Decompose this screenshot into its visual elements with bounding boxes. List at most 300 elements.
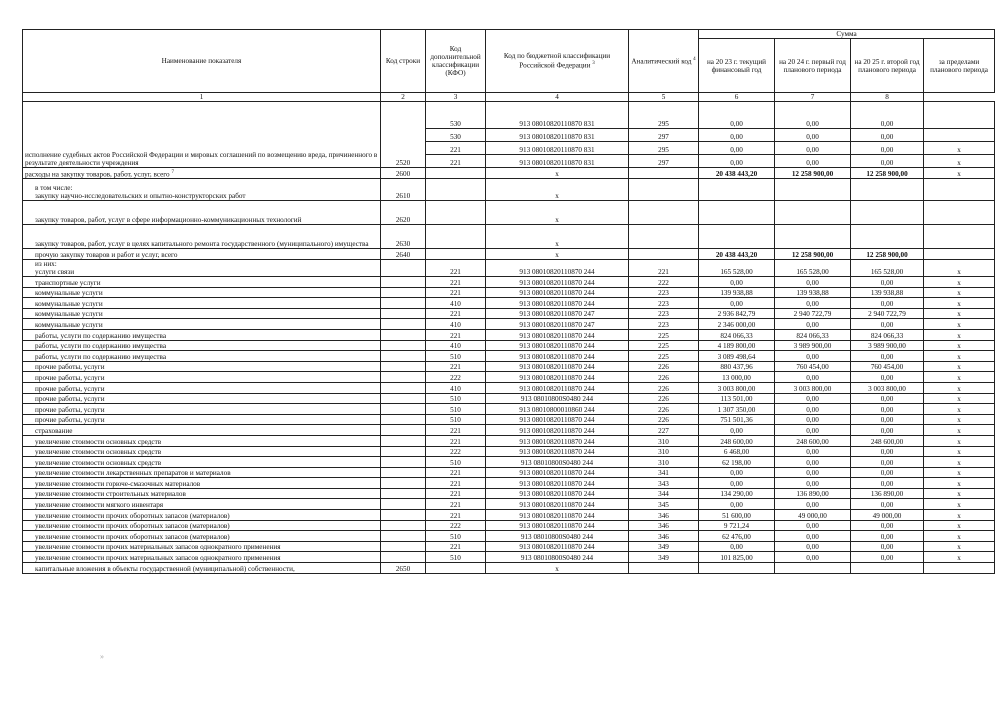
cell-kfo: 410 (426, 298, 486, 309)
cell-empty (775, 179, 851, 201)
cell-kfo: 221 (426, 510, 486, 521)
cell-kfo: 221 (426, 277, 486, 288)
cell-sum-4: x (924, 404, 995, 415)
cell-sum-2: 2 940 722,79 (775, 308, 851, 319)
row-name-purchase (23, 168, 381, 179)
cell-kfo (426, 563, 486, 574)
row-code-item (381, 287, 426, 298)
cell-sum-1: 62 198,00 (699, 457, 775, 468)
table-row (23, 287, 995, 298)
cell-kbk: 913 08010820110870 244 (486, 435, 629, 446)
cell-sum-3: 0,00 (851, 404, 924, 415)
cell-sum-3: 0,00 (851, 446, 924, 457)
cell-sum-4: x (924, 329, 995, 340)
cell-empty (924, 179, 995, 201)
table-row (23, 319, 995, 330)
cell-sum-2: 0,00 (775, 457, 851, 468)
cell-analytic: 346 (629, 531, 699, 542)
cell-empty (851, 225, 924, 249)
cell-kfo: 222 (426, 520, 486, 531)
cell-sum-3: 0,00 (851, 298, 924, 309)
cell-sum-3: 136 890,00 (851, 488, 924, 499)
cell-sum-3: 49 000,00 (851, 510, 924, 521)
table-row (23, 340, 995, 351)
cell-sum-4: x (924, 393, 995, 404)
row-name-court: исполнение судебных актов Российской Федерации и мировых соглашений по возмещению вреда, причиненного в результате деятельности учреждения (23, 102, 381, 168)
header-beyond: за пределами планового периода (924, 39, 995, 93)
cell-sum-2: 0,00 (775, 351, 851, 362)
cell-sum-2: 0,00 (775, 129, 851, 142)
cell-sum-4: x (924, 361, 995, 372)
cell-sum-4: x (924, 155, 995, 168)
header-analytic-sup: 4 (693, 57, 696, 63)
col-num-7: 7 (775, 93, 851, 102)
table-row (23, 179, 995, 201)
row-code-item (381, 319, 426, 330)
cell-empty (851, 201, 924, 225)
cell-sum-3: 824 066,33 (851, 329, 924, 340)
cell-sum-1: 751 501,36 (699, 414, 775, 425)
cell-analytic: 221 (629, 260, 699, 277)
cell-analytic: 226 (629, 414, 699, 425)
cell-sum-1: 20 438 443,20 (699, 249, 775, 260)
cell-kbk: 913 08010820110870 244 (486, 287, 629, 298)
col-num-4: 4 (486, 93, 629, 102)
cell-sum-4: x (924, 446, 995, 457)
cell-analytic: 223 (629, 319, 699, 330)
cell-kbk: 913 08010800S0480 244 (486, 393, 629, 404)
row-name-item: прочие работы, услуги (23, 414, 381, 425)
expenses-table (22, 29, 995, 574)
cell-sum-1: 13 000,00 (699, 372, 775, 383)
table-row (23, 499, 995, 510)
cell-kbk: x (486, 179, 629, 201)
row-code-item (381, 478, 426, 489)
cell-sum-3: 0,00 (851, 478, 924, 489)
cell-empty (851, 179, 924, 201)
cell-kfo: 221 (426, 435, 486, 446)
cell-sum-1: 9 721,24 (699, 520, 775, 531)
cell-analytic: 310 (629, 435, 699, 446)
cell-analytic: 226 (629, 372, 699, 383)
row-code-item (381, 277, 426, 288)
col-num-1: 1 (23, 93, 381, 102)
cell-kbk: 913 08010820110870 831 (486, 102, 629, 129)
cell-empty (629, 179, 699, 201)
cell-empty (851, 563, 924, 574)
cell-analytic: 346 (629, 510, 699, 521)
cell-sum-2: 49 000,00 (775, 510, 851, 521)
cell-kfo: 510 (426, 414, 486, 425)
row-name-item: работы, услуги по содержанию имущества (23, 340, 381, 351)
row-code-item (381, 531, 426, 542)
cell-sum-2: 3 003 800,00 (775, 382, 851, 393)
table-row (23, 435, 995, 446)
cell-analytic (629, 168, 699, 179)
cell-empty (629, 201, 699, 225)
cell-sum-3: 0,00 (851, 277, 924, 288)
cell-sum-3: 0,00 (851, 155, 924, 168)
table-row (23, 361, 995, 372)
col-num-5: 5 (629, 93, 699, 102)
row-code-item (381, 467, 426, 478)
cell-empty (775, 563, 851, 574)
row-name-item: увеличение стоимости мягкого инвентаря (23, 499, 381, 510)
cell-analytic: 225 (629, 351, 699, 362)
row-code-item (381, 488, 426, 499)
cell-analytic: 343 (629, 478, 699, 489)
cell-analytic: 223 (629, 287, 699, 298)
row-code-item (381, 340, 426, 351)
row-name-item: прочие работы, услуги (23, 361, 381, 372)
cell-analytic: 349 (629, 552, 699, 563)
cell-analytic: 295 (629, 102, 699, 129)
row-code-item (381, 329, 426, 340)
cell-kbk: 913 08010820110870 244 (486, 510, 629, 521)
cell-sum-2: 0,00 (775, 499, 851, 510)
row-code-item (381, 308, 426, 319)
cell-kbk: 913 08010820110870 244 (486, 260, 629, 277)
cell-sum-2: 3 989 900,00 (775, 340, 851, 351)
table-row (23, 563, 995, 574)
table-row (23, 488, 995, 499)
cell-sum-3: 0,00 (851, 129, 924, 142)
cell-kfo: 410 (426, 319, 486, 330)
cell-sum-1: 880 437,96 (699, 361, 775, 372)
row-code-capital: 2630 (381, 225, 426, 249)
cell-sum-3: 0,00 (851, 552, 924, 563)
row-name-item: коммунальные услуги (23, 287, 381, 298)
cell-kfo: 221 (426, 361, 486, 372)
cell-sum-1: 0,00 (699, 102, 775, 129)
cell-kfo: 221 (426, 478, 486, 489)
cell-kbk: 913 08010800S0480 244 (486, 457, 629, 468)
table-row (23, 277, 995, 288)
row-code-item (381, 361, 426, 372)
cell-analytic: 226 (629, 404, 699, 415)
cell-sum-1: 165 528,00 (699, 260, 775, 277)
table-row (23, 372, 995, 383)
cell-sum-3: 248 600,00 (851, 435, 924, 446)
cell-sum-3: 0,00 (851, 393, 924, 404)
row-name-item: увеличение стоимости прочих оборотных запасов (материалов) (23, 510, 381, 521)
table-row (23, 478, 995, 489)
cell-sum-4 (924, 249, 995, 260)
cell-sum-1: 2 936 842,79 (699, 308, 775, 319)
table-row (23, 510, 995, 521)
row-code-item (381, 446, 426, 457)
including-label: в том числе: (35, 184, 73, 192)
header-year-1: на 20 23 г. текущий финансовый год (699, 39, 775, 93)
cell-sum-2: 0,00 (775, 478, 851, 489)
cell-kfo (426, 201, 486, 225)
cell-kbk: 913 08010820110870 244 (486, 446, 629, 457)
table-row (23, 201, 995, 225)
table-row (23, 329, 995, 340)
row-code-item (381, 372, 426, 383)
col-num-3: 3 (426, 93, 486, 102)
cell-sum-4: x (924, 287, 995, 298)
cell-sum-2: 0,00 (775, 531, 851, 542)
cell-sum-4: x (924, 351, 995, 362)
cell-analytic: 297 (629, 155, 699, 168)
cell-sum-1: 134 290,00 (699, 488, 775, 499)
cell-sum-1: 0,00 (699, 298, 775, 309)
cell-sum-1: 4 189 800,00 (699, 340, 775, 351)
table-row (23, 531, 995, 542)
cell-sum-3: 0,00 (851, 102, 924, 129)
cell-analytic: 225 (629, 329, 699, 340)
cell-sum-1: 0,00 (699, 478, 775, 489)
cell-sum-4: x (924, 552, 995, 563)
cell-sum-4: x (924, 414, 995, 425)
header-kfo: Код дополнительной классификации (КФО) (426, 30, 486, 93)
cell-kbk: 913 08010820110870 244 (486, 340, 629, 351)
cell-kfo: 221 (426, 142, 486, 155)
cell-sum-2: 136 890,00 (775, 488, 851, 499)
row-name-item: прочие работы, услуги (23, 382, 381, 393)
research-label: закупку научно-исследовательских и опытно-конструкторских работ (35, 192, 246, 200)
cell-kfo: 221 (426, 467, 486, 478)
cell-empty (629, 225, 699, 249)
cell-sum-2: 0,00 (775, 446, 851, 457)
cell-analytic: 349 (629, 541, 699, 552)
cell-sum-3: 0,00 (851, 457, 924, 468)
cell-sum-1: 3 089 498,64 (699, 351, 775, 362)
cell-sum-1: 1 307 350,00 (699, 404, 775, 415)
table-row (23, 520, 995, 531)
cell-sum-2: 0,00 (775, 298, 851, 309)
footer-mark: » (100, 652, 104, 661)
cell-kfo: 510 (426, 457, 486, 468)
header-kbk-text: Код по бюджетной классификации Российской Федерации (503, 52, 611, 70)
cell-kbk: 913 08010800S0480 244 (486, 552, 629, 563)
row-code-purchase: 2600 (381, 168, 426, 179)
cell-sum-4: x (924, 168, 995, 179)
cell-sum-3: 3 003 800,00 (851, 382, 924, 393)
cell-sum-1: 0,00 (699, 467, 775, 478)
cell-sum-1: 139 938,88 (699, 287, 775, 298)
cell-sum-2: 0,00 (775, 520, 851, 531)
cell-kfo: 222 (426, 446, 486, 457)
cell-empty (699, 201, 775, 225)
cell-sum-1: 62 476,00 (699, 531, 775, 542)
cell-sum-1: 0,00 (699, 142, 775, 155)
row-code-item (381, 260, 426, 277)
row-name-item: увеличение стоимости горюче-смазочных материалов (23, 478, 381, 489)
table-row (23, 382, 995, 393)
header-kbk (486, 30, 629, 93)
row-name-other: прочую закупку товаров и работ и услуг, всего (23, 249, 381, 260)
cell-empty (629, 563, 699, 574)
cell-sum-1: 113 501,00 (699, 393, 775, 404)
row-name-item: работы, услуги по содержанию имущества (23, 351, 381, 362)
cell-sum-2: 0,00 (775, 142, 851, 155)
cell-sum-3: 165 528,00 (851, 260, 924, 277)
cell-sum-4: x (924, 531, 995, 542)
cell-sum-4: x (924, 520, 995, 531)
cell-sum-4: x (924, 457, 995, 468)
cell-sum-1: 101 825,00 (699, 552, 775, 563)
cell-sum-3: 12 258 900,00 (851, 249, 924, 260)
cell-kbk: x (486, 168, 629, 179)
cell-sum-3: 0,00 (851, 467, 924, 478)
cell-kbk: 913 08010820110870 831 (486, 142, 629, 155)
cell-kfo: 510 (426, 404, 486, 415)
row-name-item: увеличение стоимости основных средств (23, 446, 381, 457)
cell-analytic: 223 (629, 298, 699, 309)
cell-kfo (426, 179, 486, 201)
row-name-item: коммунальные услуги (23, 308, 381, 319)
cell-sum-1: 0,00 (699, 129, 775, 142)
cell-analytic: 226 (629, 393, 699, 404)
row-code-item (381, 425, 426, 436)
table-row (23, 168, 995, 179)
table-row (23, 457, 995, 468)
row-code-item (381, 510, 426, 521)
cell-empty (775, 201, 851, 225)
cell-empty (924, 201, 995, 225)
cell-kbk: 913 08010820110870 244 (486, 467, 629, 478)
row-name-item: транспортные услуги (23, 277, 381, 288)
cell-kbk: 913 08010820110870 244 (486, 351, 629, 362)
table-row (23, 541, 995, 552)
row-name-research (23, 179, 381, 201)
cell-sum-1: 6 468,00 (699, 446, 775, 457)
row-name-item (23, 260, 381, 277)
cell-analytic (629, 249, 699, 260)
cell-sum-3: 139 938,88 (851, 287, 924, 298)
cell-analytic: 341 (629, 467, 699, 478)
cell-sum-2: 0,00 (775, 102, 851, 129)
row-name-item: увеличение стоимости прочих оборотных запасов (материалов) (23, 520, 381, 531)
row-code-item (381, 298, 426, 309)
table-row (23, 260, 995, 277)
cell-sum-3: 12 258 900,00 (851, 168, 924, 179)
row-code-item (381, 382, 426, 393)
cell-sum-2: 139 938,88 (775, 287, 851, 298)
cell-sum-3: 0,00 (851, 372, 924, 383)
cell-analytic: 344 (629, 488, 699, 499)
cell-kbk: 913 08010820110870 244 (486, 298, 629, 309)
cell-sum-2: 0,00 (775, 404, 851, 415)
row-code-other: 2640 (381, 249, 426, 260)
purchase-label: расходы на закупку товаров, работ, услуг, всего (25, 170, 170, 178)
table-row (23, 298, 995, 309)
row-code-item (381, 393, 426, 404)
cell-sum-3: 0,00 (851, 142, 924, 155)
cell-kfo: 530 (426, 102, 486, 129)
cell-kbk: 913 08010820110870 244 (486, 520, 629, 531)
row-name-item: страхование (23, 425, 381, 436)
header-name: Наименование показателя (23, 30, 381, 93)
cell-kfo: 510 (426, 393, 486, 404)
cell-kfo (426, 225, 486, 249)
item-label: услуги связи (35, 268, 75, 276)
cell-sum-4: x (924, 298, 995, 309)
cell-sum-2: 0,00 (775, 541, 851, 552)
cell-kfo (426, 249, 486, 260)
cell-sum-2: 760 454,00 (775, 361, 851, 372)
cell-empty (924, 563, 995, 574)
cell-sum-4: x (924, 467, 995, 478)
cell-analytic: 226 (629, 382, 699, 393)
cell-sum-3: 0,00 (851, 499, 924, 510)
cell-kbk: 913 08010820110870 244 (486, 488, 629, 499)
cell-sum-1: 0,00 (699, 541, 775, 552)
cell-kbk: 913 08010820110870 244 (486, 478, 629, 489)
cell-sum-2: 0,00 (775, 155, 851, 168)
row-code-capex: 2650 (381, 563, 426, 574)
cell-sum-2: 165 528,00 (775, 260, 851, 277)
cell-kfo: 530 (426, 129, 486, 142)
cell-analytic: 310 (629, 446, 699, 457)
cell-analytic: 295 (629, 142, 699, 155)
cell-kbk: 913 08010820110870 244 (486, 541, 629, 552)
cell-kfo: 221 (426, 488, 486, 499)
cell-kbk: x (486, 225, 629, 249)
table-row (23, 446, 995, 457)
cell-sum-1: 0,00 (699, 155, 775, 168)
cell-kbk: 913 08010820110870 244 (486, 361, 629, 372)
header-code: Код строки (381, 30, 426, 93)
cell-kfo: 221 (426, 541, 486, 552)
cell-sum-3: 2 940 722,79 (851, 308, 924, 319)
cell-sum-1: 0,00 (699, 277, 775, 288)
cell-sum-3: 0,00 (851, 531, 924, 542)
cell-kbk: 913 08010820110870 244 (486, 372, 629, 383)
table-row (23, 414, 995, 425)
cell-kbk: 913 08010820110870 244 (486, 425, 629, 436)
col-num-6: 6 (699, 93, 775, 102)
row-name-item: прочие работы, услуги (23, 393, 381, 404)
table-row (23, 552, 995, 563)
cell-sum-3: 0,00 (851, 520, 924, 531)
cell-kbk: x (486, 249, 629, 260)
row-name-item: увеличение стоимости основных средств (23, 457, 381, 468)
table-row (23, 393, 995, 404)
col-num-2: 2 (381, 93, 426, 102)
row-name-item: увеличение стоимости строительных материалов (23, 488, 381, 499)
cell-sum-2: 0,00 (775, 372, 851, 383)
cell-sum-3: 3 989 900,00 (851, 340, 924, 351)
cell-sum-2: 0,00 (775, 393, 851, 404)
cell-analytic: 310 (629, 457, 699, 468)
row-code-court: 2520 (381, 102, 426, 168)
cell-kfo: 222 (426, 372, 486, 383)
table-row (23, 102, 995, 129)
header-kbk-sup: 3 (592, 61, 595, 67)
cell-sum-2: 0,00 (775, 319, 851, 330)
cell-analytic: 223 (629, 308, 699, 319)
row-name-capex: капитальные вложения в объекты государственной (муниципальной) собственности, (23, 563, 381, 574)
cell-kbk: 913 08010820110870 247 (486, 319, 629, 330)
cell-kfo: 221 (426, 155, 486, 168)
row-name-item: коммунальные услуги (23, 319, 381, 330)
cell-kfo: 221 (426, 260, 486, 277)
cell-kbk: 913 08010820110870 831 (486, 129, 629, 142)
cell-kbk: x (486, 563, 629, 574)
row-name-item: работы, услуги по содержанию имущества (23, 329, 381, 340)
cell-analytic: 225 (629, 340, 699, 351)
row-code-item (381, 351, 426, 362)
cell-kbk: x (486, 201, 629, 225)
cell-sum-1: 824 066,33 (699, 329, 775, 340)
cell-kfo: 410 (426, 340, 486, 351)
cell-analytic: 345 (629, 499, 699, 510)
table-row (23, 404, 995, 415)
table-row (23, 225, 995, 249)
